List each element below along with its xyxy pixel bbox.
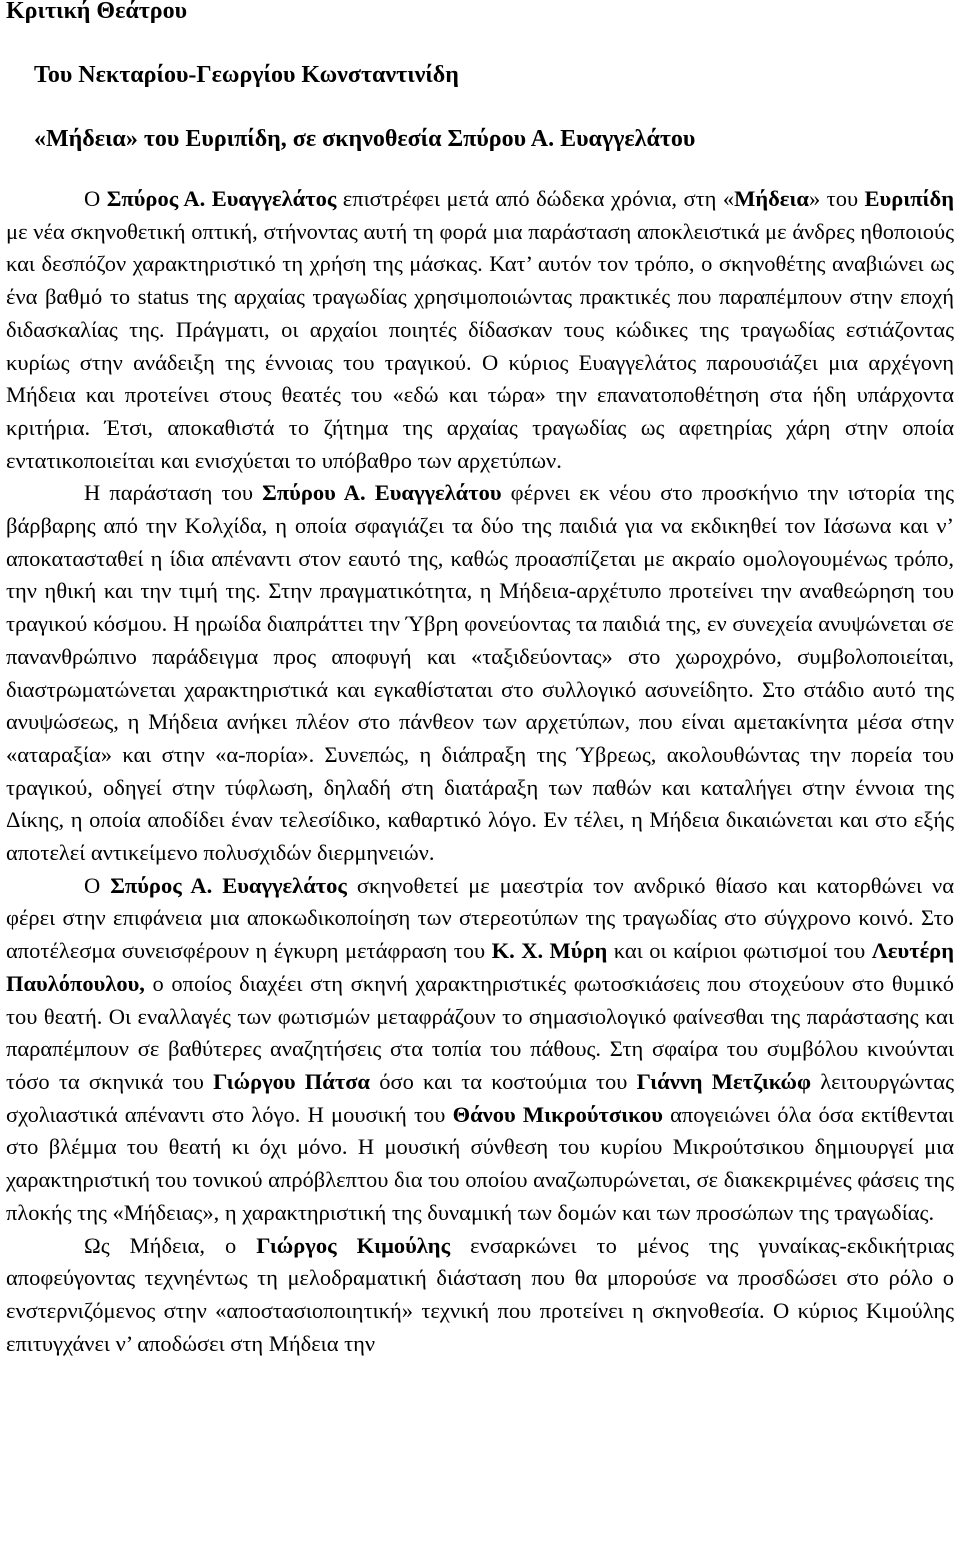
name-emphasis: Γιώργου Πάτσα [213,1068,370,1094]
name-emphasis: Μήδεια [734,186,809,211]
text-run: Ο [84,186,107,211]
paragraph-3 [6,870,954,1230]
text-run: σκηνοθετεί με μαεστρία τον ανδρικό θίασο και κατορθώνει να φέρει στην επιφάνεια μια αποκωδικοποίηση των στερεοτύπων της τραγωδίας στο σύγχρονο κοινό. Στο αποτέλεσμα συνεισφέρουν η έγκυρη μετάφραση του [6,872,954,964]
name-emphasis: Σπύρος Α. Ευαγγελάτος [106,186,337,211]
text-run: και οι καίριοι φωτισμοί του [607,938,872,964]
text-run: όσο και τα κοστούμια του [370,1068,637,1094]
text-run: ενσαρκώνει το μένος της γυναίκας-εκδικήτριας αποφεύγοντας τεχνηέντως τη μελοδραματική διάσταση που θα μπορούσε να προσδώσει στο ρόλο ο ενστερνιζόμενος στην «αποστασιοποιητική» τεχνική που προτείνει η σκηνοθεσία. Ο κύριος Κιμούλης επιτυγχάνει ν’ αποδώσει στη Μήδεια την [6,1232,954,1356]
name-emphasis: Θάνου Μικρούτσικου [452,1101,663,1127]
article-author: Του Νεκταρίου-Γεωργίου Κωνσταντινίδη [34,62,459,88]
text-run: Η παράσταση του [84,480,263,506]
text-run: λειτουργώντας σχολιαστικά απέναντι στο λόγο. Η μουσική του [6,1068,954,1127]
name-emphasis: Κ. Χ. Μύρη [491,938,608,964]
name-emphasis: Γιάννη Μετζικώφ [636,1068,812,1094]
name-emphasis: Ευριπίδη [864,186,954,211]
paragraph-1 [6,183,954,477]
name-emphasis: Γιώργος Κιμούλης [256,1232,451,1258]
article-title: «Μήδεια» του Ευριπίδη, σε σκηνοθεσία Σπύρου Α. Ευαγγελάτου [34,126,696,152]
name-emphasis: Λευτέρη Παυλόπουλου, [6,938,955,996]
name-emphasis: Σπύρου Α. Ευαγγελάτου [262,480,502,506]
article-body [6,183,954,1360]
text-run: απογειώνει όλα όσα εκτίθενται στο βλέμμα του θεατή κι όχι μόνο. Η μουσική σύνθεση του κυρίου Μικρούτσικου δημιουργεί μια χαρακτηριστική του τονικού απρόβλεπτου δια του οποίου αναζωπυρώνεται, σε διακεκριμένες φάσεις της πλοκής της «Μήδειας», η χαρακτηριστική της δυναμική των δομών και των προσώπων της τραγωδίας. [6,1101,954,1225]
text-run: Ο [84,872,111,898]
text-run: ο οποίος διαχέει στη σκηνή χαρακτηριστικές φωτοσκιάσεις που στοχεύουν στο θυμικό του θεατή. Οι εναλλαγές των φωτισμών μεταφράζουν το σημασιολογικό φαίνεσθαι της παράστασης και παραπέμπουν σε βαθύτερες αναζητήσεις στα τοπία του πάθους. Στη σφαίρα του συμβόλου κινούνται τόσο τα σκηνικά του [6,970,954,1094]
text-run: φέρνει εκ νέου στο προσκήνιο την ιστορία της βάρβαρης από την Κολχίδα, η οποία σφαγιάζει τα δύο της παιδιά για να εκδικηθεί τον Ιάσωνα και ν’ αποκατασταθεί η ίδια απέναντι στον εαυτό της, καθώς προασπίζεται με ακραίο ομολογουμένως τρόπο, την ηθική και την τιμή της. Στην πραγματικότητα, η Μήδεια-αρχέτυπο προτείνει την αναθεώρηση του τραγικού κόσμου. Η ηρωίδα διαπράττει την Ύβρη φονεύοντας τα παιδιά της, εν συνεχεία ανυψώνεται σε πανανθρώπινο παράδειγμα προς αποφυγή και «ταξιδεύοντας» στο χωροχρόνο, συμβολοποιείται, διαστρωματώνεται χαρακτηριστικά και εγκαθίσταται στο συλλογικό ασυνείδητο. Στο στάδιο αυτό της ανυψώσεως, η Μήδεια ανήκει πλέον στο πάνθεον των αρχετύπων, που είναι αμετακίνητα μέσα στην «αταραξία» και στην «α-πορία». Συνεπώς, η διάπραξη της Ύβρεως, ακολουθώντας την πορεία του τραγικού, οδηγεί στην τύφλωση, δηλαδή στη διατάραξη των παθών και καταλήγει στην έννοια της Δίκης, η οποία αποδίδει έναν τελεσίδικο, καθαρτικό λόγο. Εν τέλει, η Μήδεια δικαιώνεται και στο εξής αποτελεί αντικείμενο πολυσχιδών διερμηνειών. [6,480,954,866]
paragraph-4 [6,1230,954,1361]
name-emphasis: Σπύρος Α. Ευαγγελάτος [110,872,347,898]
section-category: Κριτική Θεάτρου [6,0,188,24]
text-run: Ως Μήδεια, ο [84,1232,257,1258]
text-run: » του [808,186,865,211]
text-run: με νέα σκηνοθετική οπτική, στήνοντας αυτή τη φορά μια παράσταση αποκλειστικά με άνδρες ηθοποιούς και δεσπόζον χαρακτηριστικό τη χρήση της μάσκας. Κατ’ αυτόν τον τρόπο, ο σκηνοθέτης αναβιώνει ως ένα βαθμό το status της αρχαίας τραγωδίας χρησιμοποιώντας πρακτικές που παραπέμπουν στην εποχή διδασκαλίας της. Πράγματι, οι αρχαίοι ποιητές δίδασκαν τους κώδικες της τραγωδίας εστιάζοντας κυρίως στην ανάδειξη της έννοιας του τραγικού. Ο κύριος Ευαγγελάτος παρουσιάζει μια αρχέγονη Μήδεια και προτείνει στους θεατές του «εδώ και τώρα» την επανατοποθέτηση στα ήδη υπάρχοντα κριτήρια. Έτσι, αποκαθιστά το ζήτημα της αρχαίας τραγωδίας ως αφετηρίας χάρη στην οποία εντατικοποιείται και ενισχύεται το υπόβαθρο των αρχετύπων. [6,218,954,473]
paragraph-2 [6,477,954,869]
text-run: επιστρέφει μετά από δώδεκα χρόνια, στη « [336,186,735,211]
